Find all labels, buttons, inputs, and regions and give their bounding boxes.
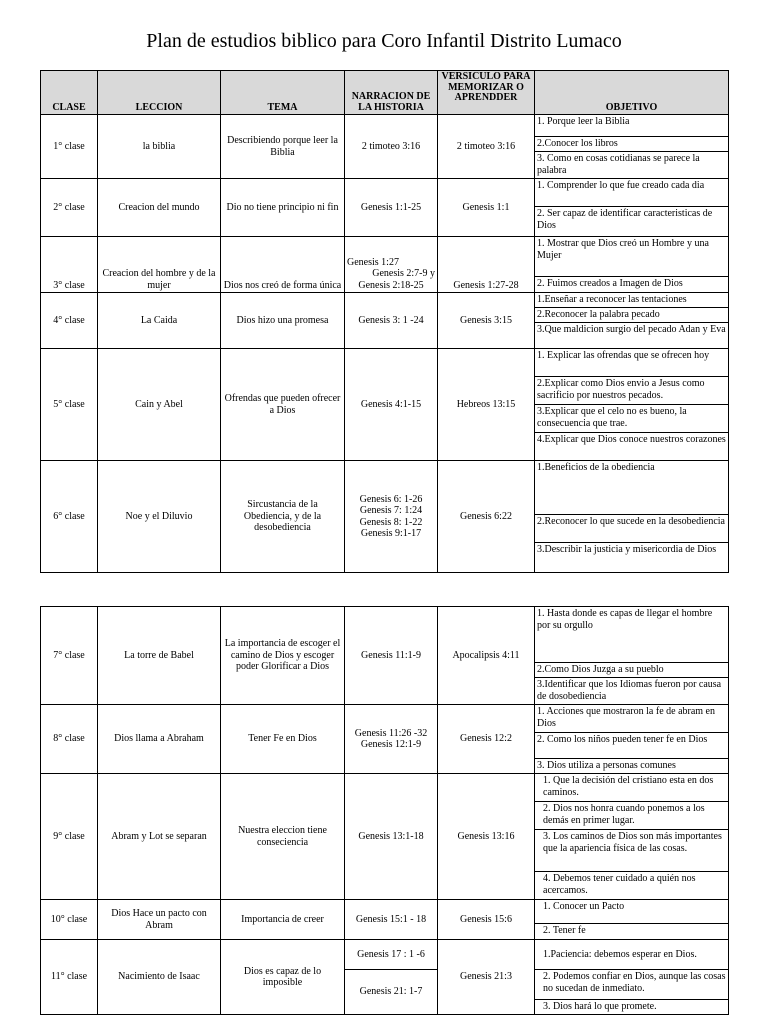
- cell-narracion: Genesis 1:1-25: [345, 179, 438, 237]
- table-row: [41, 179, 729, 207]
- cell-objetivo: 2. Fuimos creados a Imagen de Dios: [535, 277, 729, 293]
- header-tema: TEMA: [221, 71, 345, 115]
- cell-tema: Describiendo porque leer la Biblia: [221, 115, 345, 179]
- table-row: [41, 940, 729, 970]
- study-plan-table-2: [40, 606, 729, 1015]
- cell-leccion: Dios Hace un pacto con Abram: [98, 900, 221, 940]
- narracion-line: Genesis 12:1-9: [360, 739, 422, 750]
- study-plan-table-1: [40, 70, 729, 573]
- cell-tema: La importancia de escoger el camino de Dios y escoger poder Glorificar a Dios: [221, 607, 345, 705]
- header-objetivo: OBJETIVO: [535, 71, 729, 115]
- cell-clase: 6° clase: [41, 461, 98, 573]
- cell-tema: Dio no tiene principio ni fin: [221, 179, 345, 237]
- header-versiculo: VERSICULO PARA MEMORIZAR O APRENDDER: [438, 71, 535, 115]
- cell-tema: Sircustancia de la Obediencia, y de la desobediencia: [221, 461, 345, 573]
- header-row: [41, 71, 729, 115]
- cell-tema: Nuestra eleccion tiene conseciencia: [221, 774, 345, 900]
- table-row: [41, 900, 729, 924]
- cell-clase: 8° clase: [41, 705, 98, 774]
- table-row: [41, 607, 729, 663]
- cell-versiculo: Genesis 1:1: [438, 179, 535, 237]
- cell-narracion: Genesis 11:1-9: [345, 607, 438, 705]
- cell-objetivo: 1. Explicar las ofrendas que se ofrecen hoy: [535, 349, 729, 377]
- cell-objetivo: 2. Como los niños pueden tener fe en Dios: [535, 733, 729, 759]
- cell-objetivo: 4.Explicar que Dios conoce nuestros corazones: [535, 433, 729, 461]
- cell-narracion: Genesis 15:1 - 18: [345, 900, 438, 940]
- header-narracion: NARRACION DE LA HISTORIA: [345, 71, 438, 115]
- cell-clase: 1° clase: [41, 115, 98, 179]
- cell-objetivo: 2. Ser capaz de identificar caracteristicas de Dios: [535, 207, 729, 237]
- cell-leccion: Creacion del hombre y de la mujer: [98, 237, 221, 293]
- narracion-line: Genesis 11:26 -32: [354, 727, 428, 739]
- cell-tema: Ofrendas que pueden ofrecer a Dios: [221, 349, 345, 461]
- table-row: [41, 705, 729, 733]
- cell-versiculo: Apocalipsis 4:11: [438, 607, 535, 705]
- cell-tema: Tener Fe en Dios: [221, 705, 345, 774]
- cell-narracion: 2 timoteo 3:16: [345, 115, 438, 179]
- cell-objetivo: 2.Como Dios Juzga a su pueblo: [535, 663, 729, 678]
- cell-versiculo: Genesis 13:16: [438, 774, 535, 900]
- cell-leccion: la biblia: [98, 115, 221, 179]
- narracion-line: Genesis 9:1-17: [360, 528, 422, 539]
- cell-tema: Dios nos creó de forma única: [221, 237, 345, 293]
- cell-narracion: Genesis 21: 1-7: [345, 970, 438, 1015]
- cell-clase: 10° clase: [41, 900, 98, 940]
- table-row: [41, 774, 729, 802]
- narracion-line: Genesis 8: 1-22: [359, 516, 423, 528]
- cell-clase: 2° clase: [41, 179, 98, 237]
- cell-versiculo: 2 timoteo 3:16: [438, 115, 535, 179]
- cell-leccion: Dios llama a Abraham: [98, 705, 221, 774]
- cell-objetivo: 2. Tener fe: [535, 924, 729, 940]
- cell-clase: 7° clase: [41, 607, 98, 705]
- cell-versiculo: Genesis 6:22: [438, 461, 535, 573]
- cell-objetivo: 1. Hasta donde es capas de llegar el hombre por su orgullo: [535, 607, 729, 663]
- cell-versiculo: Genesis 15:6: [438, 900, 535, 940]
- cell-narracion: [345, 461, 438, 573]
- cell-narracion: Genesis 17 : 1 -6: [345, 940, 438, 970]
- cell-objetivo: 1. Que la decisión del cristiano esta en dos caminos.: [535, 774, 729, 802]
- cell-objetivo: 3.Que maldicion surgio del pecado Adan y Eva: [535, 323, 729, 349]
- narracion-line: Genesis 7: 1:24: [359, 505, 423, 516]
- cell-versiculo: Genesis 12:2: [438, 705, 535, 774]
- cell-tema: Dios es capaz de lo imposible: [221, 940, 345, 1015]
- cell-clase: 5° clase: [41, 349, 98, 461]
- cell-objetivo: 3. Como en cosas cotidianas se parece la palabra: [535, 152, 729, 179]
- cell-objetivo: 3.Identificar que los Idiomas fueron por causa de dosobediencia: [535, 678, 729, 705]
- cell-narracion: [345, 237, 438, 293]
- header-clase: CLASE: [41, 71, 98, 115]
- cell-objetivo: 4. Debemos tener cuidado a quién nos acercamos.: [535, 872, 729, 900]
- narracion-line: Genesis 1:27: [347, 256, 399, 268]
- cell-objetivo: 2.Conocer los libros: [535, 137, 729, 152]
- cell-leccion: Creacion del mundo: [98, 179, 221, 237]
- cell-objetivo: 2.Reconocer la palabra pecado: [535, 308, 729, 323]
- table-row: [41, 237, 729, 277]
- cell-leccion: Noe y el Diluvio: [98, 461, 221, 573]
- cell-narracion: Genesis 13:1-18: [345, 774, 438, 900]
- cell-objetivo: 2.Explicar como Dios envio a Jesus como sacrificio por nuestros pecados.: [535, 377, 729, 405]
- cell-objetivo: 2.Reconocer lo que sucede en la desobediencia: [535, 515, 729, 543]
- cell-objetivo: 1. Porque leer la Biblia: [535, 115, 729, 137]
- table-row: [41, 293, 729, 308]
- cell-objetivo: 1. Acciones que mostraron la fe de abram en Dios: [535, 705, 729, 733]
- cell-tema: Importancia de creer: [221, 900, 345, 940]
- cell-clase: 3° clase: [41, 237, 98, 293]
- cell-leccion: Cain y Abel: [98, 349, 221, 461]
- cell-clase: 9° clase: [41, 774, 98, 900]
- cell-narracion: Genesis 3: 1 -24: [345, 293, 438, 349]
- cell-clase: 4° clase: [41, 293, 98, 349]
- table-row: [41, 115, 729, 137]
- cell-objetivo: 3.Explicar que el celo no es bueno, la consecuencia que trae.: [535, 405, 729, 433]
- cell-objetivo: 1.Enseñar a reconocer las tentaciones: [535, 293, 729, 308]
- cell-objetivo: 1. Mostrar que Dios creó un Hombre y una Mujer: [535, 237, 729, 277]
- cell-versiculo: Genesis 1:27-28: [438, 237, 535, 293]
- cell-versiculo: Genesis 3:15: [438, 293, 535, 349]
- cell-leccion: La Caida: [98, 293, 221, 349]
- cell-versiculo: Hebreos 13:15: [438, 349, 535, 461]
- cell-objetivo: 1. Comprender lo que fue creado cada dia: [535, 179, 729, 207]
- cell-narracion: Genesis 4:1-15: [345, 349, 438, 461]
- cell-objetivo: 1.Beneficios de la obediencia: [535, 461, 729, 515]
- cell-objetivo: 3. Dios utiliza a personas comunes: [535, 759, 729, 774]
- header-leccion: LECCION: [98, 71, 221, 115]
- narracion-line: Genesis 6: 1-26: [359, 493, 423, 505]
- cell-objetivo: 2. Dios nos honra cuando ponemos a los demás en primer lugar.: [535, 802, 729, 830]
- page-title: Plan de estudios biblico para Coro Infantil Distrito Lumaco: [146, 30, 622, 52]
- cell-objetivo: 1.Paciencia: debemos esperar en Dios.: [535, 940, 729, 970]
- cell-objetivo: 1. Conocer un Pacto: [535, 900, 729, 924]
- narracion-line: Genesis 2:18-25: [358, 279, 424, 291]
- cell-objetivo: 3.Describir la justicia y misericordia de Dios: [535, 543, 729, 573]
- cell-narracion: [345, 705, 438, 774]
- cell-versiculo: Genesis 21:3: [438, 940, 535, 1015]
- cell-clase: 11° clase: [41, 940, 98, 1015]
- cell-objetivo: 2. Podemos confiar en Dios, aunque las cosas no sucedan de inmediato.: [535, 970, 729, 1000]
- cell-leccion: Nacimiento de Isaac: [98, 940, 221, 1015]
- table-row: [41, 349, 729, 377]
- cell-leccion: Abram y Lot se separan: [98, 774, 221, 900]
- cell-objetivo: 3. Dios hará lo que promete.: [535, 1000, 729, 1015]
- cell-objetivo: 3. Los caminos de Dios son más importantes que la apariencia física de las cosas.: [535, 830, 729, 872]
- cell-leccion: La torre de Babel: [98, 607, 221, 705]
- cell-tema: Dios hizo una promesa: [221, 293, 345, 349]
- narracion-line: Genesis 2:7-9 y: [372, 268, 435, 279]
- table-row: [41, 461, 729, 515]
